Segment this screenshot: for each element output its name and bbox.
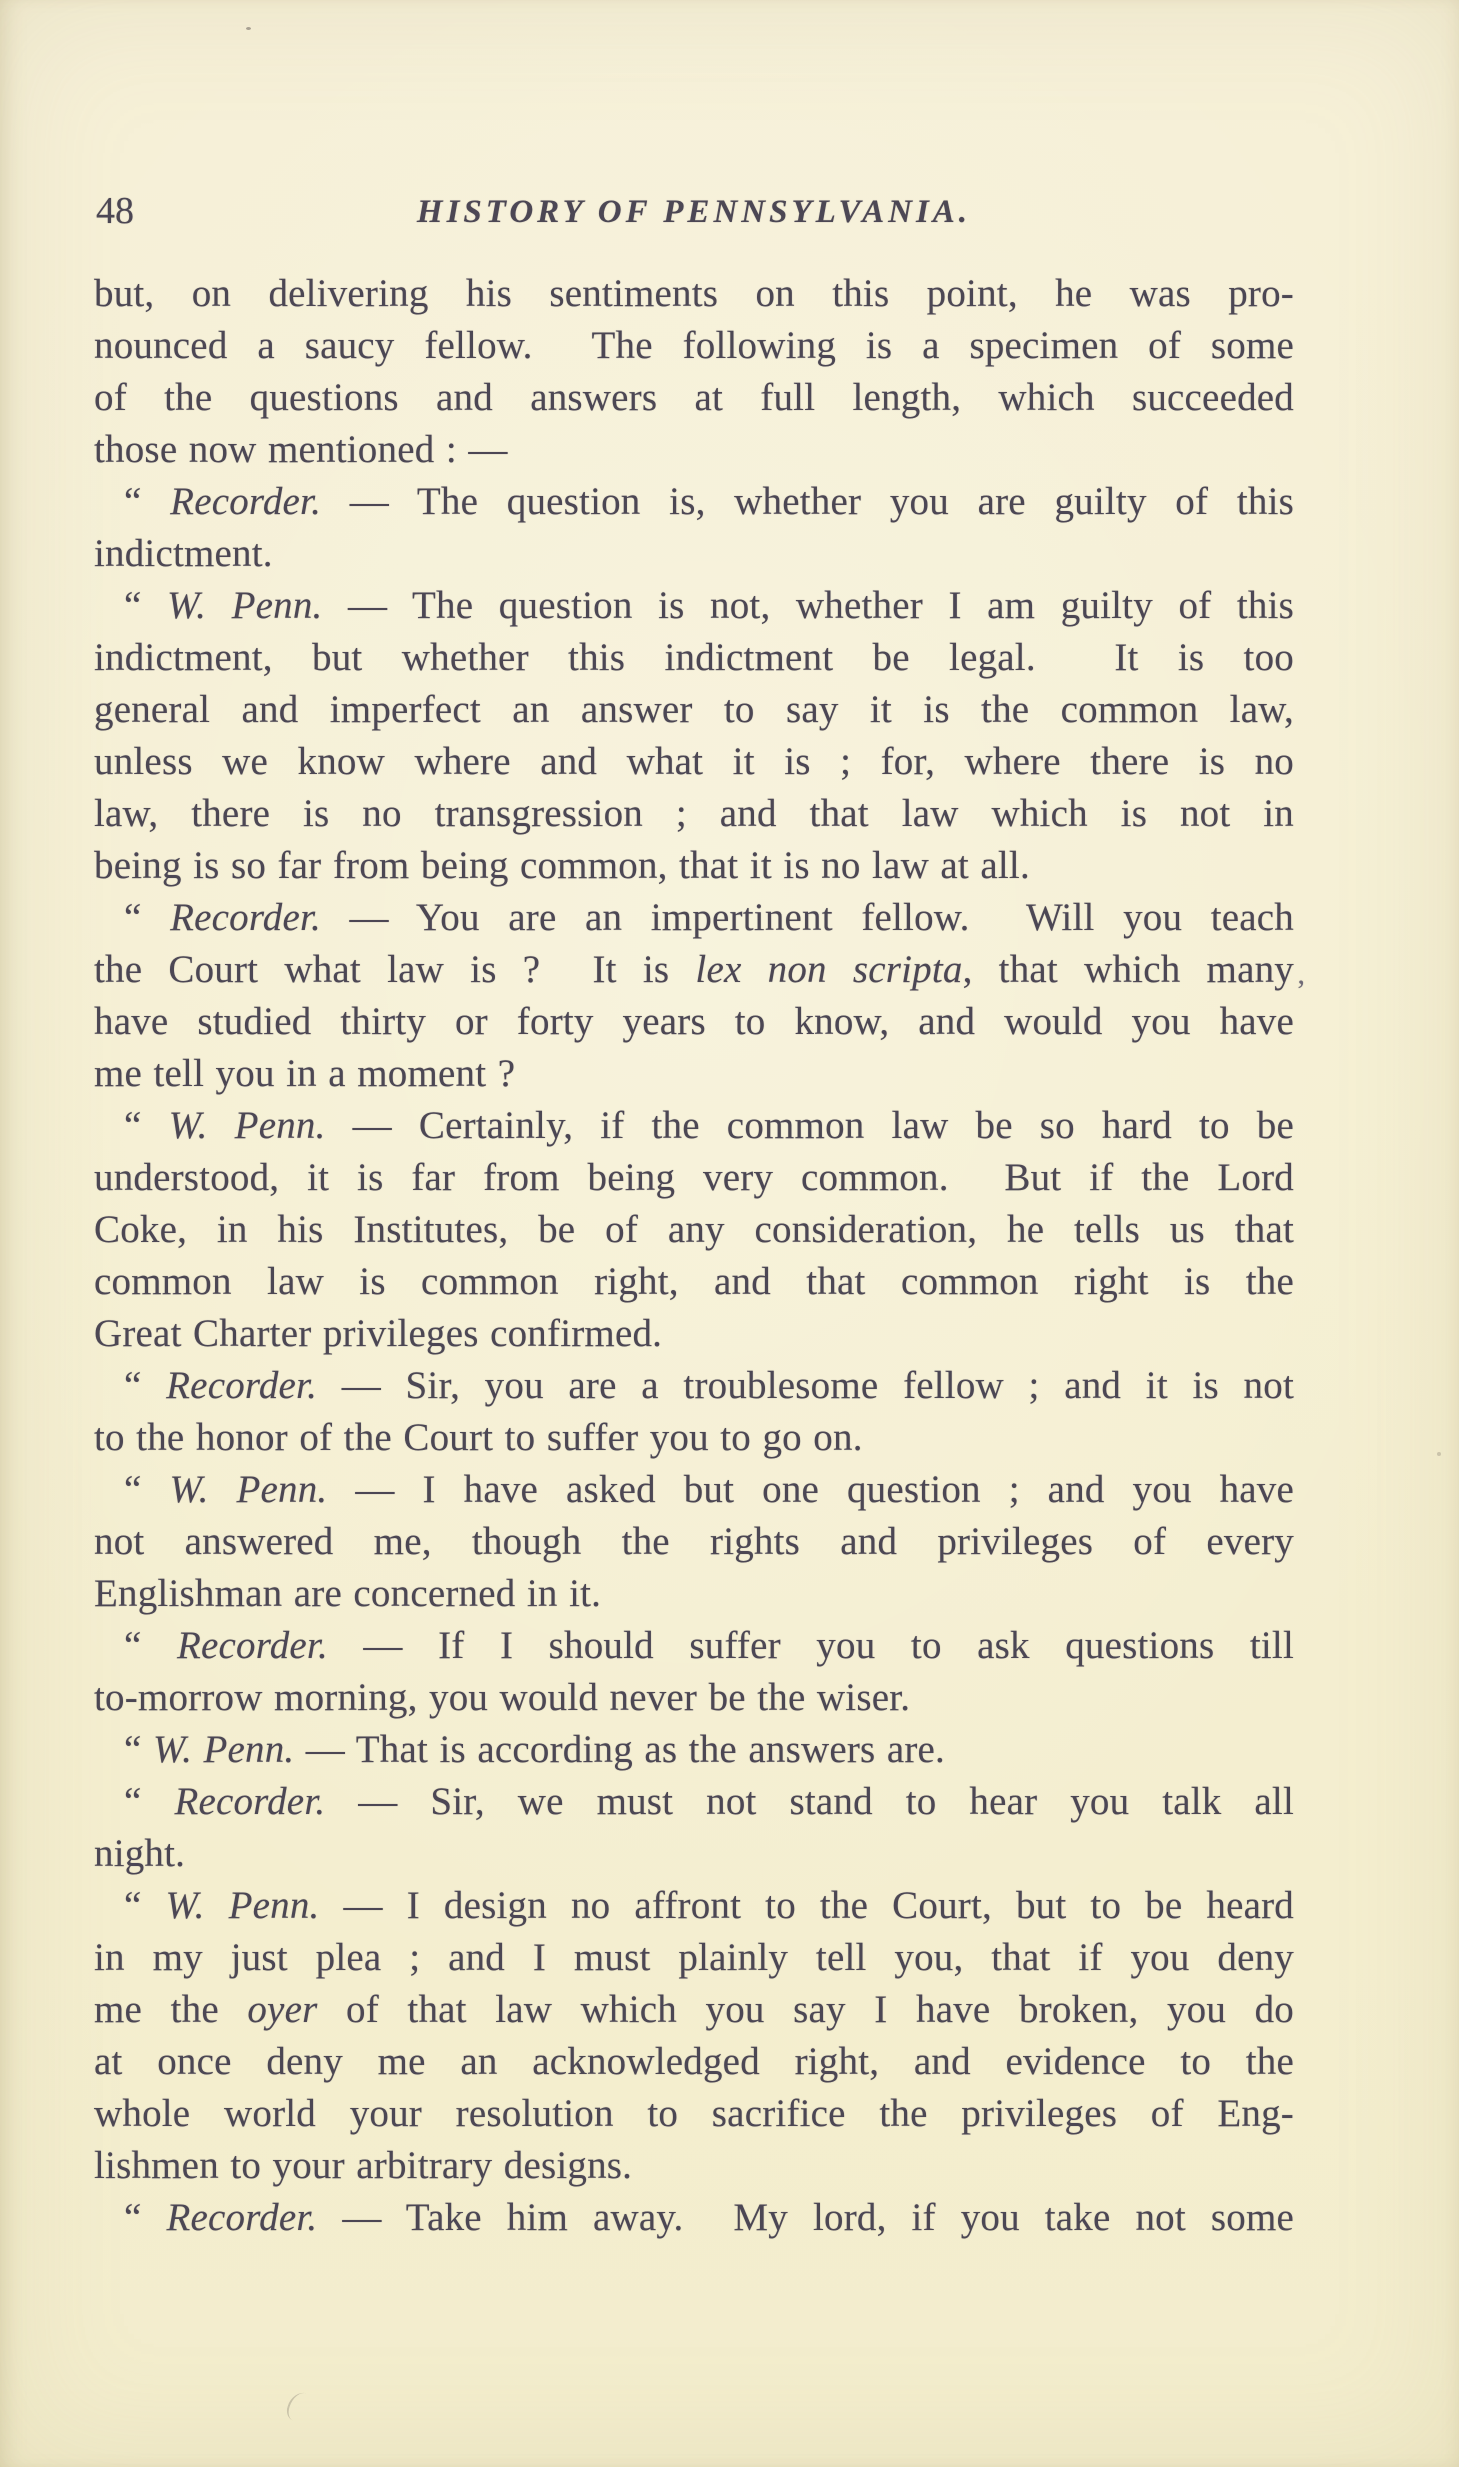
scan-speck — [1437, 1452, 1441, 1456]
text-line: “ Recorder. — Take him away. My lord, if you take not some — [124, 2196, 1294, 2239]
stray-ink-mark: ’ — [1296, 974, 1306, 1007]
text-line: at once deny me an acknowledged right, and evidence to the — [94, 2040, 1294, 2083]
text-line: “ W. Penn. — The question is not, whether I am guilty of this — [124, 584, 1294, 627]
text-line: “ Recorder. — If I should suffer you to ask questions till — [124, 1624, 1294, 1667]
text-line: Coke, in his Institutes, be of any consideration, he tells us that — [94, 1208, 1294, 1251]
text-line: being is so far from being common, that it is no law at all. — [94, 844, 1030, 887]
pencil-mark — [284, 2389, 316, 2425]
text-line: in my just plea ; and I must plainly tell you, that if you deny — [94, 1936, 1294, 1979]
text-line: nounced a saucy fellow. The following is a specimen of some — [94, 324, 1294, 367]
text-line: not answered me, though the rights and privileges of every — [94, 1520, 1294, 1563]
text-line: night. — [94, 1832, 186, 1875]
text-line: indictment, but whether this indictment be legal. It is too — [94, 636, 1294, 679]
text-line: “ W. Penn. — I have asked but one question ; and you have — [124, 1468, 1295, 1511]
page-header — [94, 190, 1294, 236]
text-line: whole world your resolution to sacrifice the privileges of Eng- — [94, 2092, 1294, 2135]
text-line: to the honor of the Court to suffer you to go on. — [94, 1416, 863, 1459]
page-number: 48 — [96, 190, 134, 232]
text-line: to-morrow morning, you would never be the wiser. — [94, 1676, 911, 1719]
text-line: indictment. — [94, 532, 273, 575]
text-line: general and imperfect an answer to say it is the common law, — [94, 688, 1294, 731]
text-line: “ Recorder. — Sir, we must not stand to hear you talk all — [124, 1780, 1294, 1823]
text-line: common law is common right, and that common right is the — [94, 1260, 1294, 1303]
text-line: “ W. Penn. — I design no affront to the Court, but to be heard — [124, 1884, 1294, 1927]
body-text — [94, 268, 1294, 2244]
text-line: “ W. Penn. — Certainly, if the common law be so hard to be — [124, 1104, 1295, 1147]
text-line: “ W. Penn. — That is according as the answers are. — [124, 1728, 946, 1771]
running-title: HISTORY OF PENNSYLVANIA. — [416, 194, 972, 230]
text-line: “ Recorder. — Sir, you are a troublesome fellow ; and it is not — [124, 1364, 1294, 1407]
text-line: “ Recorder. — You are an impertinent fellow. Will you teach — [124, 896, 1295, 939]
text-line: but, on delivering his sentiments on this point, he was pro- — [94, 272, 1294, 315]
text-line: “ Recorder. — The question is, whether you are guilty of this — [124, 480, 1294, 523]
text-line: Great Charter privileges confirmed. — [94, 1312, 663, 1355]
text-line: understood, it is far from being very common. But if the Lord — [94, 1156, 1294, 1199]
text-line: have studied thirty or forty years to know, and would you have — [94, 1000, 1294, 1043]
text-line: the Court what law is ? It is lex non scripta, that which many — [94, 948, 1294, 991]
scan-speck — [246, 27, 251, 30]
text-line: Englishman are concerned in it. — [94, 1572, 602, 1615]
text-line: unless we know where and what it is ; for, where there is no — [94, 740, 1294, 783]
text-line: of the questions and answers at full length, which succeeded — [94, 376, 1294, 419]
text-line: me tell you in a moment ? — [94, 1052, 516, 1095]
text-line: those now mentioned : — — [94, 428, 508, 471]
text-line: me the oyer of that law which you say I have broken, you do — [94, 1988, 1294, 2031]
text-line: lishmen to your arbitrary designs. — [94, 2144, 633, 2187]
text-line: law, there is no transgression ; and that law which is not in — [94, 792, 1294, 835]
